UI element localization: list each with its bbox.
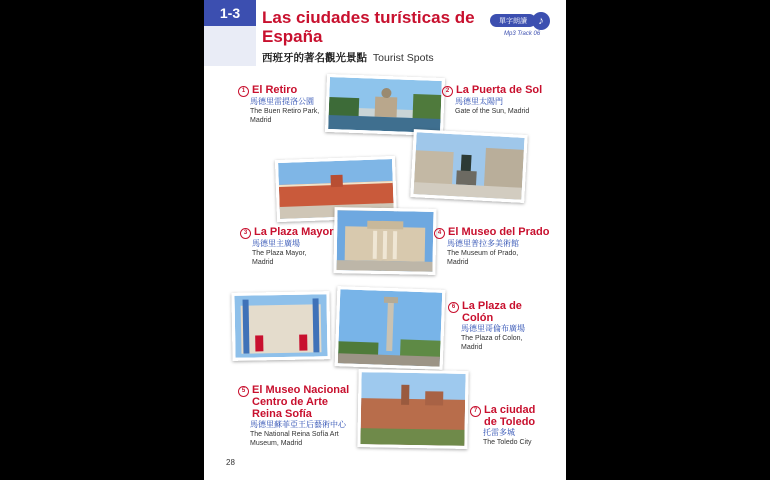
spot-number: 3 <box>240 228 251 239</box>
photo-museo-del-prado <box>333 207 436 275</box>
spot-toledo <box>470 404 560 447</box>
spot-plaza-de-colon <box>448 300 558 352</box>
spot-english: The Plaza Mayor, Madrid <box>252 250 307 266</box>
spot-el-retiro <box>238 84 326 125</box>
spot-number: 4 <box>434 228 445 239</box>
mp3-track-label: Mp3 Track 06 <box>504 31 541 37</box>
spot-name: La ciudad de Toledo <box>484 404 536 428</box>
lesson-number-tab: 1-3 <box>204 0 256 26</box>
spot-name: La Puerta de Sol <box>456 84 543 96</box>
spot-english: The National Reina Sofía Art Museum, Madrid <box>250 431 339 447</box>
photo-puerta-del-sol <box>410 129 527 203</box>
spot-chinese: 托雷多城 <box>483 428 515 437</box>
spot-museo-del-prado <box>434 226 562 267</box>
spot-chinese: 馬德里哥倫布廣場 <box>461 324 525 333</box>
photo-reina-sofia <box>231 291 330 361</box>
spot-number: 2 <box>442 86 453 97</box>
spot-plaza-mayor <box>240 226 334 267</box>
photo-el-retiro <box>325 74 445 136</box>
spot-chinese: 馬德里雷提洛公園 <box>250 97 314 106</box>
spot-number: 6 <box>448 302 459 313</box>
photo-plaza-de-colon <box>335 286 446 370</box>
spot-name: La Plaza Mayor <box>254 226 334 238</box>
spot-number: 1 <box>238 86 249 97</box>
spot-english: The Plaza of Colon, Madrid <box>461 335 523 351</box>
spot-english: The Toledo City <box>483 439 532 446</box>
subtitle-chinese: 西班牙的著名觀光景點 <box>262 52 367 64</box>
spot-chinese: 馬德里蘇菲亞王后藝術中心 <box>250 420 346 429</box>
photo-toledo <box>357 369 468 449</box>
spot-reina-sofia <box>238 384 356 448</box>
page-title: Las ciudades turísticas de España <box>262 8 475 46</box>
spot-chinese: 馬德里主廣場 <box>252 239 300 248</box>
spot-english: The Buen Retiro Park, Madrid <box>250 108 320 124</box>
page-subtitle <box>262 50 434 65</box>
book-page <box>204 0 566 480</box>
spot-english: Gate of the Sun, Madrid <box>455 108 530 115</box>
headphone-disc-icon[interactable]: ♪ <box>532 12 550 30</box>
mp3-badge[interactable]: 單字朗讀 <box>490 14 536 27</box>
spot-name: El Museo del Prado <box>448 226 550 238</box>
spot-name: El Retiro <box>252 84 298 96</box>
lesson-tab-strip <box>204 26 256 66</box>
page-number: 28 <box>226 458 235 467</box>
spot-chinese: 馬德里普拉多美術館 <box>447 239 519 248</box>
subtitle-english: Tourist Spots <box>372 52 434 64</box>
spot-name: El Museo Nacional Centro de Arte Reina Sofía <box>252 384 350 420</box>
spot-name: La Plaza de Colón <box>462 300 522 324</box>
spot-puerta-del-sol <box>442 84 562 116</box>
spot-english: The Museum of Prado, Madrid <box>447 250 519 266</box>
spot-number: 7 <box>470 406 481 417</box>
spot-chinese: 馬德里太陽門 <box>455 97 503 106</box>
spot-number: 5 <box>238 386 249 397</box>
